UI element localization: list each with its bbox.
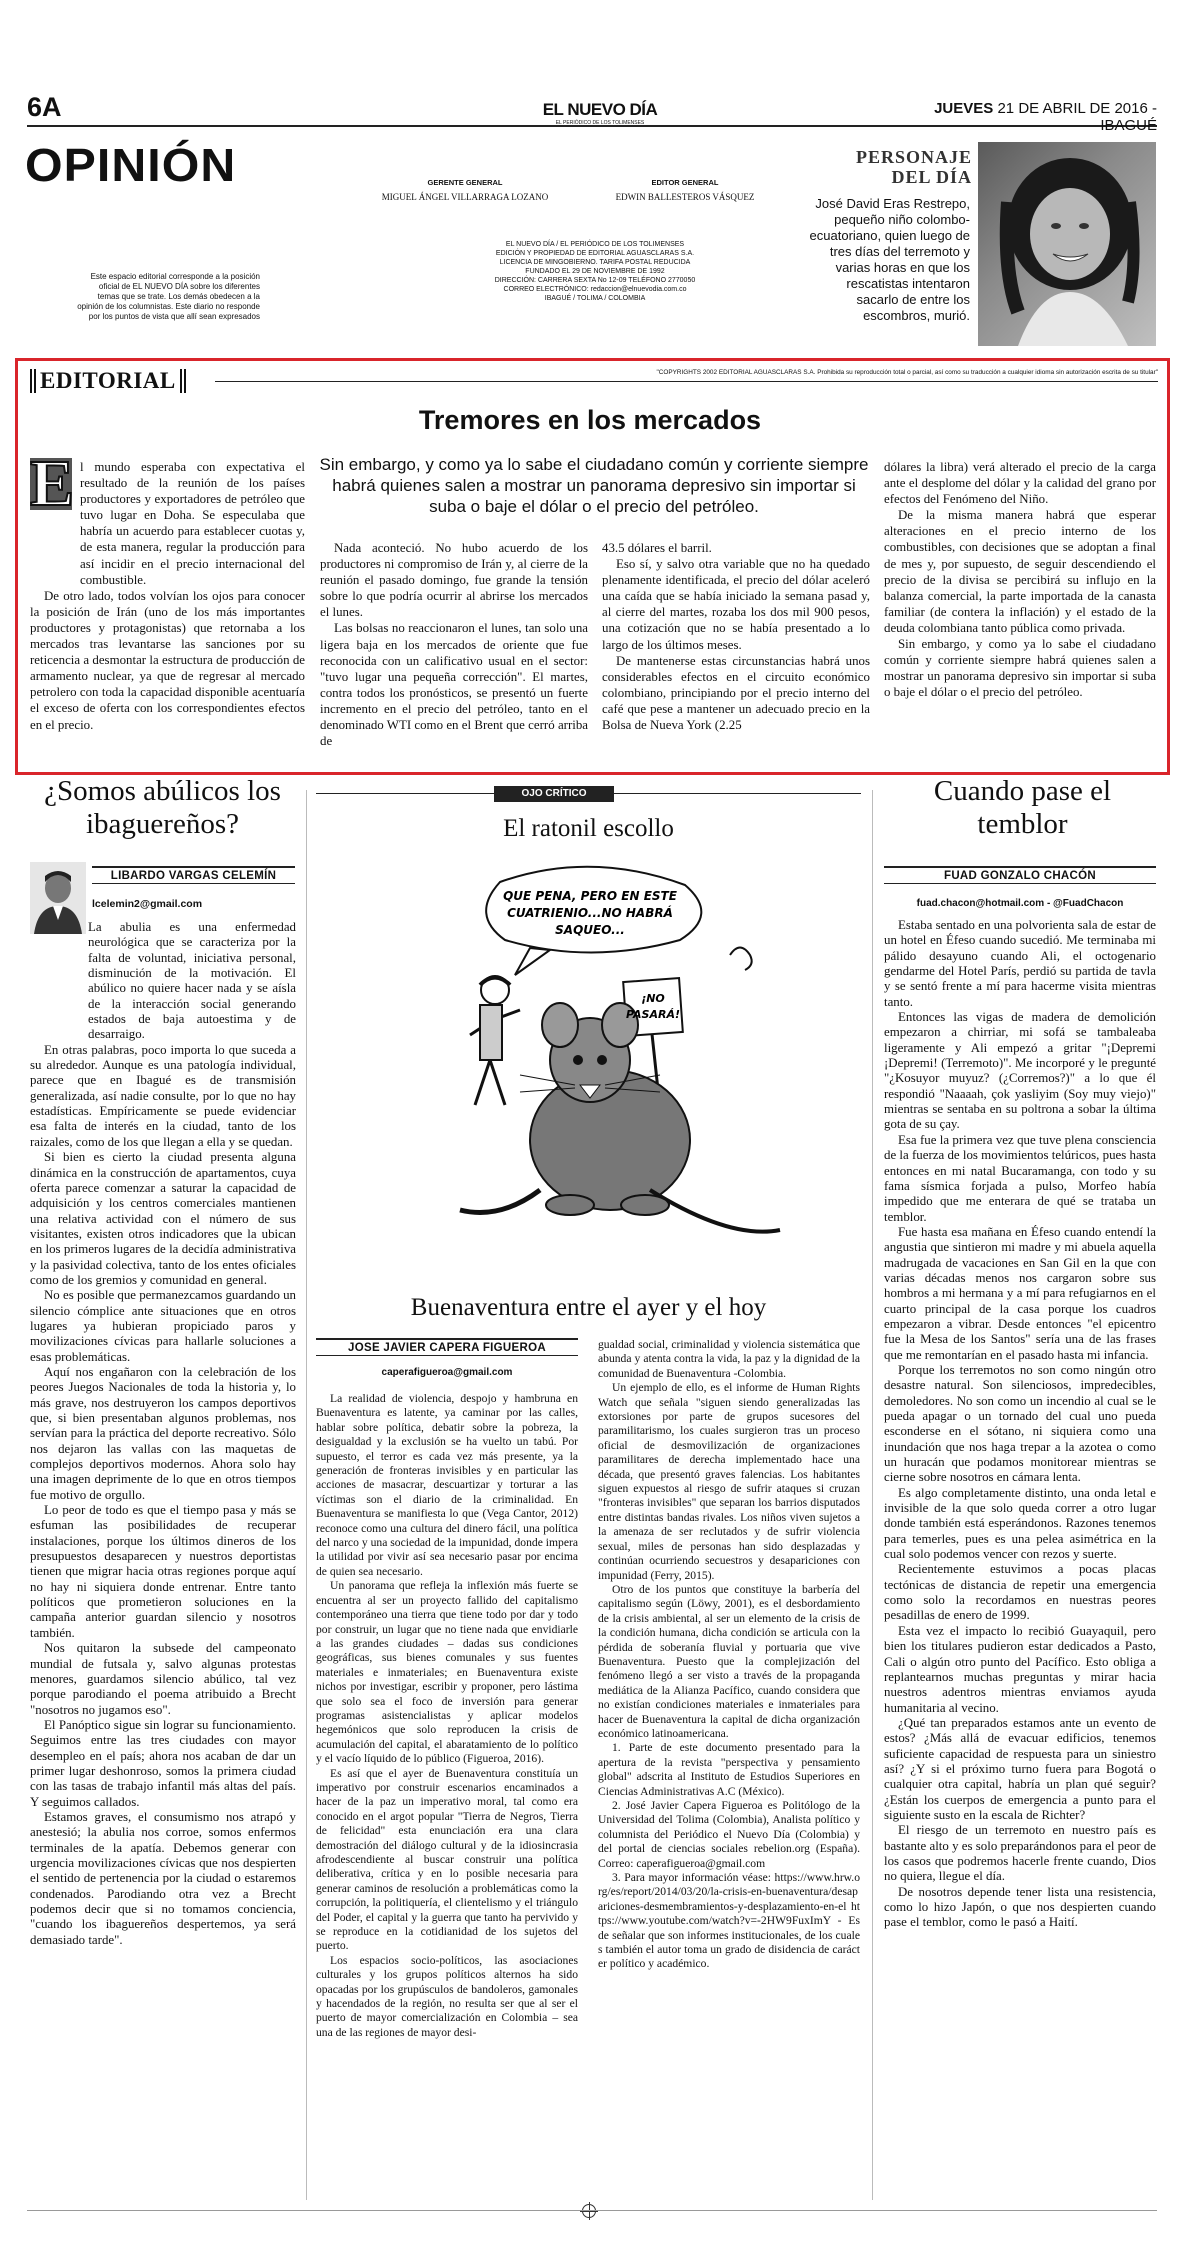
paragraph: Fue hasta esa mañana en Éfeso cuando entendí la angustia que sintieron mi madre y mi abuela aquella madrugada de vacaciones en San Gil en la que con varias décadas menos nos cargaron sobre sus hombros a mi hermana y a mí para refugiarnos en el cuarto principal de la casa porque los cuadros empezaron a vibrar. Desde entonces "el epicentro fue la Mesa de los Santos" sería una de las frases que me remontarían en el pasado hasta mi infancia. — [884, 1224, 1156, 1362]
speech-line: CUATRIENIO...NO HABRÁ — [507, 906, 673, 920]
personaje-text: José David Eras Restrepo, pequeño niño colombo-ecuatoriano, quien luego de tres días del terremoto y varias horas en que los rescatistas intentaron sacarlo de entre los escombros, murió. — [809, 196, 970, 323]
editorial-disclaimer: Este espacio editorial corresponde a la posición oficial de EL NUEVO DÍA sobre los diferentes temas que se trate. Los demás obedecen a la opinión de los columnistas. Este diario no responde por los puntos de vista que allí sean expresados — [77, 272, 260, 321]
paragraph: Porque los terremotos no son como ningún otro desastre natural. Son silenciosos, impredecibles, demoledores. No son como un incendio al cual se le pueda apagar o un tornado del cual uno pueda esconderse en el sótano, ni siquiera como una inundación que nos haga trepar a la azotea o como un huracán que podamos monitorear mientras se cierne sobre nosotros en cámara lenta. — [884, 1362, 1156, 1485]
paragraph: Los espacios socio-políticos, las asociaciones culturales y los grupos políticos alternos ha sido opacadas por los grupúsculos de bandoleros, gamonales y hacendados de la región, no resulta ser que al ser el puerto de mayor comercialización en Colombia – sea una de las regiones de mayor desi- — [316, 1953, 578, 2039]
imprint-line: EL NUEVO DÍA / EL PERIÓDICO DE LOS TOLIMENSES — [505, 241, 685, 248]
paragraph: La realidad de violencia, despojo y hambruna en Buenaventura es latente, ya caminar por las calles, hablar sobre política, debatir sobre la pobreza, la desigualdad y la exclusión se ha vuelto un tabú. Por supuesto, el terror es cada vez más presente, ya la generación de fronteras invisibles y en particular las acciones de masacrar, descuartizar y torturar a las víctimas son el diario de la criminalidad. En Buenaventura se manifiesta lo que (Vega Cantor, 2012) reconoce como una cultura del dinero fácil, una política del narco y una sociedad de la impunidad, donde impera la utilidad por vivir así sea necesario pasar por encima de quien sea necesario. — [316, 1392, 578, 1578]
editorial-rule — [215, 381, 1158, 382]
paragraph: Si bien es cierto la ciudad presenta alguna dinámica en la construcción de apartamentos, cuya oferta parece comenzar a saturar la capacidad de adquisición y los centros comerciales mantienen una relativa actividad con el número de sus visitantes, existen otros indicadores que la ubican en los primeros lugares de la decidía administrativa y la pasividad colectiva, tanto de los entes oficiales como de los gremios y comunidad en general. — [30, 1150, 296, 1287]
cartoon — [400, 860, 820, 1270]
column-body — [30, 920, 296, 1948]
author-byline: LIBARDO VARGAS CELEMÍN — [92, 866, 295, 884]
author-email[interactable]: lcelemin2@gmail.com — [92, 898, 203, 910]
paragraph: dólares la libra) verá alterado el precio de la carga ante el desplome del dólar y la calidad del grano por efectos del Fenómeno del Niño. — [884, 460, 1156, 507]
imprint — [440, 240, 750, 303]
speech-line: SAQUEO... — [555, 923, 625, 937]
editorial-column — [320, 540, 588, 749]
sign-line: PASARÁ! — [625, 1008, 681, 1021]
paragraph: 43.5 dólares el barril. — [602, 541, 712, 555]
rat-cartoon-illustration — [400, 860, 820, 1270]
paragraph: Un panorama que refleja la inflexión más fuerte se encuentra al ser un proyecto fallido del capitalismo contemporáneo una tierra que tiene todo por dar y todo por construir, un lugar que no tiene nada que envidiarle a las grandes ciudades – dadas sus condiciones geográficas, sus bienes comunales y sus fuentes materiales e inmateriales; en Buenaventura existe nichos por investigar, escribir y proponer, pero lástima que solo sea el foco de inversión para generar programas asistencialistas y aplicar modelos hegemónicos que solo reproducen la crisis de acumulación del capital, el abaratamiento de lo político y el vacío líquido de lo público (Figueroa, 2016). — [316, 1579, 578, 1766]
imprint-line: LICENCIA DE MINGOBIERNO. TARIFA POSTAL REDUCIDA — [499, 259, 691, 266]
paragraph: Eso sí, y salvo otra variable que no ha quedado plenamente identificada, el precio del dólar aceleró una caída que se había iniciado la semana pasad y, al cierre del martes, rozaba los dos mil 900 pesos, una cotización que no se había presentado a lo largo de los últimos meses. — [602, 557, 870, 652]
sign-line: ¡NO — [641, 992, 665, 1005]
editorial-dropcap: E — [30, 447, 75, 520]
ojo-label: OJO CRÍTICO — [494, 786, 614, 802]
paragraph: No es posible que permanezcamos guardando un silencio cómplice ante situaciones que en otros lugares ya hubieran propiciado paros y movilizaciones cívicas para hallarle soluciones a esas problemáticas. — [30, 1288, 297, 1364]
section-title: OPINIÓN — [25, 139, 237, 191]
column-title: Cuando pase el temblor — [933, 775, 1112, 840]
paragraph: gualdad social, criminalidad y violencia sistemática que abunda y atenta contra la vida, la paz y la dignidad de la comunidad de Buenaventura -Colombia. — [598, 1338, 860, 1380]
edition-date: JUEVES 21 DE ABRIL DE 2016 - IBAGUÉ — [934, 100, 1157, 134]
paragraph: El riesgo de un terremoto en nuestro país es bastante alto y es solo preparándonos para el peor de los casos que podremos hacerle frente cuando, Dios no quiera, llegue el día. — [884, 1823, 1156, 1884]
staff-role: GERENTE GENERAL — [427, 178, 503, 187]
paragraph: Estaba sentado en una polvorienta sala de estar de un hotel en Éfeso cuando sucedió. Me terminaba mi pálido desayuno cuando Ali, el octogenario gendarme del Hotel París, perdió su partida de tavla y se sentó frente a mí para hacerme visita mientras tanto. — [884, 918, 1156, 1009]
paragraph: Aquí nos engañaron con la celebración de los peores Juegos Nacionales de toda la historia y, lo más grave, nos destruyeron los campos deportivos que, si bien presentaban algunos problemas, nos servían para la práctica del deporte recreativo. Sólo nos dejaron las vallas con las maquetas de complejos deportivos modernos. Ahora solo hay una imagen deprimente de lo que en otros tiempos fue motivo de orgullo. — [30, 1364, 296, 1502]
paragraph: El Panóptico sigue sin lograr su funcionamiento. Seguimos entre las tres ciudades con mayor desempleo en el país; ahora nos acaban de dar un primer lugar deshonroso, somos la primera ciudad con las tasas de trabajo infantil más altas del país. Y seguimos callados. — [30, 1717, 296, 1809]
footnote: 3. Para mayor información véase: https://www.hrw.org/es/report/2014/03/20/la-crisis-en-buenaventura/desapariciones-desmembramientos-y-desplazamiento-en-el https://www.youtube.com/watch?v=-2HW9FuxImY - Es de señalar que son informes institucionales, de los cuales también el autor toma un grado de disidencia de carácter político y académico. — [598, 1871, 860, 1971]
imprint-line: CORREO ELECTRÓNICO: redaccion@elnuevodia.com.co — [503, 286, 687, 293]
cartoon-title: El ratonil escollo — [503, 815, 674, 842]
paragraph: Es así que el ayer de Buenaventura constituía un imperativo por construir escenarios encaminados a hacer de la paz un imperativo moral, tal como era conocido en el argot popular "Tierra de Negros, Tierra de felicidad" esta enunciación era una clara demostración del diálogo cultural y de la idiosincrasia afrodescendiente al buscar construir una política deliberativa, crítica y en lo posible necesaria para generar caminos de resolución a problemáticas como la corrupción, la politiquería, el clientelismo y el triángulo del Poder, el capital y la guerra que tanto ha pervivido y se reproduce en la cotidianidad de los sujetos del puerto. — [316, 1766, 578, 1953]
copyright-note: "COPYRIGHTS 2002 EDITORIAL AGUASCLARAS S.A. Prohibida su reproducción total o parcial, así como su traducción a cualquier idioma sin autorización escrita de su titular" — [656, 369, 1158, 376]
paragraph: Esa fue la primera vez que tuve plena consciencia de la fuerza de los movimientos telúricos, pues hasta entonces en mi natal Bucaramanga, con todo y su fama sísmica forjada a pulso, Morfeo había impedido que me enterara de qué se trataba un temblor. — [884, 1132, 1156, 1224]
editorial-headline: Tremores en los mercados — [418, 405, 762, 435]
paragraph: De la misma manera habrá que esperar alteraciones en el precio interno de los combustibles, con decisiones que se adoptan a final de mes y, por supuesto, de seguir descendiendo el precio de la divisa se percibirá su influjo en la balanza comercial, la parte importada de la canasta familiar (de contera la inflación) y el estado de la deuda colombiana tanto pública como privada. — [884, 508, 1156, 635]
personaje-title: PERSONAJE DEL DÍA — [855, 147, 972, 187]
staff-name: MIGUEL ÁNGEL VILLARRAGA LOZANO — [381, 192, 549, 202]
paragraph: En otras palabras, poco importa lo que suceda a su alrededor. Aunque es una patología individual, parece que en Ibagué es de transmisión generalizada, así nadie consulte, por lo que no hay estadísticas. Empíricamente se puede evidenciar esa falta de interés en la ciudad, tanto de los raizales, como de los que llegan a ella y se quedan. — [30, 1042, 296, 1149]
author-email[interactable]: fuad.chacon@hotmail.com - @FuadChacon — [916, 898, 1124, 909]
paragraph: Recientemente estuvimos a pocas placas tectónicas de distancia de repetir una emergencia como solo la recordamos en nuestras peores pesadillas de enero de 1999. — [884, 1562, 1156, 1623]
portrait-illustration — [978, 142, 1156, 346]
paragraph: Estamos graves, el consumismo nos atrapó y anestesió; la abulia nos corroe, somos enfermos terminales de la apatía. Debemos generar con urgencia movilizaciones cívicas que nos despierten el sentido de pertenencia por la ciudad o estaremos condenados. Parodiando otra vez a Brecht podemos decir que si no tomamos conciencia, "cuando los ibaguereños despertemos, ya será demasiado tarde". — [30, 1809, 296, 1947]
footnote: 2. José Javier Capera Figueroa es Politólogo de la Universidad del Tolima (Colombia), Analista político y columnista del Periódico el Nuevo Día (Colombia) y del portal de ciencias sociales rebelion.org (España). Correo: caperafigueroa@gmail.com — [598, 1799, 860, 1870]
imprint-line: DIRECCIÓN: CARRERA SEXTA No 12-09 TELÉFONO 2770050 — [494, 277, 696, 284]
imprint-line: FUNDADO EL 29 DE NOVIEMBRE DE 1992 — [525, 268, 665, 275]
article-title: Buenaventura entre el ayer y el hoy — [410, 1294, 767, 1321]
staff-role: EDITOR GENERAL — [651, 178, 719, 187]
speech-line: QUE PENA, PERO EN ESTE — [503, 889, 677, 903]
editorial-pullquote: Sin embargo, y como ya lo sabe el ciudadano común y corriente siempre habrá quienes salen a mostrar un panorama depresivo sin importar si suba o baje el dólar o el precio del petróleo. — [319, 455, 869, 516]
paragraph: Es algo completamente distinto, una onda letal e invisible de la que solo queda correr a otro lugar donde también está esperándonos. Razones tenemos para temerles, pues es una pelea asimétrica en la cual solo podemos vencer con rezos y suerte. — [884, 1485, 1156, 1562]
author-email[interactable]: caperafigueroa@gmail.com — [381, 1367, 513, 1378]
paragraph: La abulia es una enfermedad neurológica que se caracteriza por la falta de voluntad, iniciativa personal, disminución de la motivación. El abúlico no quiere hacer nada y se aísla de la interacción social generando estados de baja autoestima y de desarraigo. — [88, 920, 296, 1042]
column-title: ¿Somos abúlicos los ibaguereños? — [44, 775, 281, 840]
paragraph: ¿Qué tan preparados estamos ante un evento de estos? ¿Más allá de evacuar edificios, tenemos suficiente capacidad de respuesta para un siniestro así? ¿Y si el próximo turno fuera para Bogotá o cualquier otra capital, habría un plan qué seguir? ¿Están los cuerpos de emergencia a punto para el siguiente susto en la escala de Richter? — [884, 1715, 1156, 1822]
paragraph: De nosotros depende tener lista una resistencia, como lo hizo Japón, o que nos despierten cuando pase el temblor, como le pasó a Haití. — [884, 1884, 1156, 1930]
editorial-label: EDITORIAL — [30, 368, 186, 394]
personaje-photo — [978, 142, 1156, 346]
paragraph: Un ejemplo de ello, es el informe de Human Rights Watch que señala "siguen siendo generalizadas las extorsiones por parte de grupos sucesores del paramilitarismo, los cuales surgieron tras un proceso oficial de desmovilización de organizaciones paramilitares de derecha implementado hace una década, que presentó graves falencias. Los habitantes siguen expuestos al riesgo de sufrir ataques si cruzan "fronteras invisibles" que separan los barrios disputados entre distintas bandas rivales. Los niños viven sujetos a la amenaza de ser reclutados y de sufrir violencia sexual, miles de personas han sido desplazadas y continúan ocurriendo secuestros y desapariciones con impunidad (Ferry, 2015). — [598, 1381, 860, 1582]
paragraph: Nos quitaron la subsede del campeonato mundial de futsala y, salvo algunas protestas menores, guardamos silencio abúlico, tal vez porque parodiando el poema atribuido a Brecht "nosotros no jugamos eso". — [30, 1641, 296, 1717]
registration-mark-icon — [582, 2204, 596, 2218]
column-divider — [872, 790, 873, 2200]
article-column — [316, 1392, 578, 2040]
footer-rule — [27, 2210, 1157, 2211]
staff-name: EDWIN BALLESTEROS VÁSQUEZ — [615, 192, 755, 202]
paragraph: Sin embargo, y como ya lo sabe el ciudadano común y corriente siempre habrá quienes salen a mostrar un panorama depresivo sin importar si suba o baje el dólar o el precio del petróleo. — [884, 637, 1156, 700]
paragraph: Lo peor de todo es que el tiempo pasa y más se esfuman las posibilidades de recuperar instalaciones, porque los últimos dineros de los presupuestos desaparecen y nuestros deportistas tienen que migrar hacia otras regiones porque aquí no hay ni siquiera donde entrenar. Entre tanto políticos que prometieron soluciones en la campaña anterior guardan silencio y nosotros también. — [30, 1503, 296, 1640]
editorial-column — [30, 447, 305, 733]
paragraph: Esta vez el impacto lo recibió Guayaquil, pero bien los titulares pudieron estar dedicados a Pasto, Cali o algún otro punto del Pacífico. Esto obliga a replantearnos muchas preguntas y mirar hacia nuestros adentros mientras enviamos ayuda humanitaria al vecino. — [884, 1623, 1156, 1715]
page-number: 6A — [27, 92, 62, 122]
column-body — [884, 918, 1156, 1931]
newspaper-logo: EL NUEVO DÍA EL PERIÓDICO DE LOS TOLIMENSES — [542, 100, 658, 126]
footnote: 1. Parte de este documento presentado para la apertura de la revista "perspectiva y pensamiento global" adscrita al Instituto de Estudios Superiores en Ciencias Administrativas A.C (México). — [598, 1741, 860, 1798]
imprint-line: IBAGUÉ / TOLIMA / COLOMBIA — [544, 295, 646, 302]
paragraph: Nada aconteció. No hubo acuerdo de los productores ni compromiso de Irán y, al cierre de la reunión el pasado domingo, fue grande la tensión sobre lo que podría ocurrir al abrirse los mercados el lunes. — [320, 541, 588, 620]
staff-block — [365, 178, 785, 202]
paragraph: De mantenerse estas circunstancias habrá unos considerables efectos en el circuito económico colombiano, principiando por el precio interno del café que pese a mantener un adecuado precio en la Bolsa de Nueva York (2.25 — [602, 653, 870, 733]
paragraph: Las bolsas no reaccionaron el lunes, tan solo una ligera baja en los mercados de oriente que fue reconocida con un calificativo usual en el sector: "tuvo lugar una pequeña corrección". El martes, contra todos los pronósticos, se presentó un fuerte incremento en el precio del petróleo, tanto en el denominado WTI como en el Brent que cerró arriba de — [320, 621, 588, 749]
editorial-column — [602, 540, 870, 733]
paragraph: De otro lado, todos volvían los ojos para conocer la posición de Irán (uno de los más importantes productores y protagonistas) que retornaba a los mercados tras levantarse las sanciones por su reticencia a desmontar la estructura de producción de armamento nuclear, ya que de regresar al mercado petrolero con toda la capacidad disponible acentuaría el exceso de oferta con los correspondientes efectos en el precio. — [30, 588, 305, 732]
author-byline: FUAD GONZALO CHACÓN — [884, 866, 1156, 884]
imprint-line: EDICIÓN Y PROPIEDAD DE EDITORIAL AGUASCLARAS S.A. — [495, 250, 695, 257]
paragraph: Entonces las vigas de madera de demolición empezaron a chirriar, mi sofá se tambaleaba ligeramente y Ali empezó a gritar "¡Depremi ¡Depremi! (Terremoto)". Me incorporé y le pregunté "¿Kosuyor muyuz? (¿Corremos?)" a lo que él respondió "Naaaah, çok yasliyim (Soy muy viejo)" mientras se sentaba en su poltrona a sobar la última gota de su çay. — [884, 1010, 1156, 1132]
article-column — [598, 1338, 860, 1972]
editorial-column — [884, 459, 1156, 700]
paragraph: Otro de los puntos que constituye la barbería del capitalismo según (Löwy, 2001), es el desbordamiento de la crisis ambiental, al ser un elemento de la crisis de la condición humana, dicha condición se articula con la pérdida de soberanía fluvial y portuaria que vive Buenaventura. Puesto que la complejización del fenómeno llegó a ser visto a través de la propaganda mediática de la Alianza Pacífico, cuando considera que no existían condiciones materiales e inmateriales para hacer de Buenaventura la capital de dicha organización económico latinoamericana. — [598, 1582, 860, 1740]
author-byline: JOSE JAVIER CAPERA FIGUEROA — [316, 1338, 578, 1356]
column-divider — [306, 790, 307, 2200]
paragraph: l mundo esperaba con expectativa el resultado de la reunión de los países productores y exportadores de petróleo que tuvo lugar en Doha. Se especulaba que habría un acuerdo para establecer cuotas y, de esta manera, regular la producción para así incidir en el precio internacional del combustible. — [80, 460, 305, 587]
